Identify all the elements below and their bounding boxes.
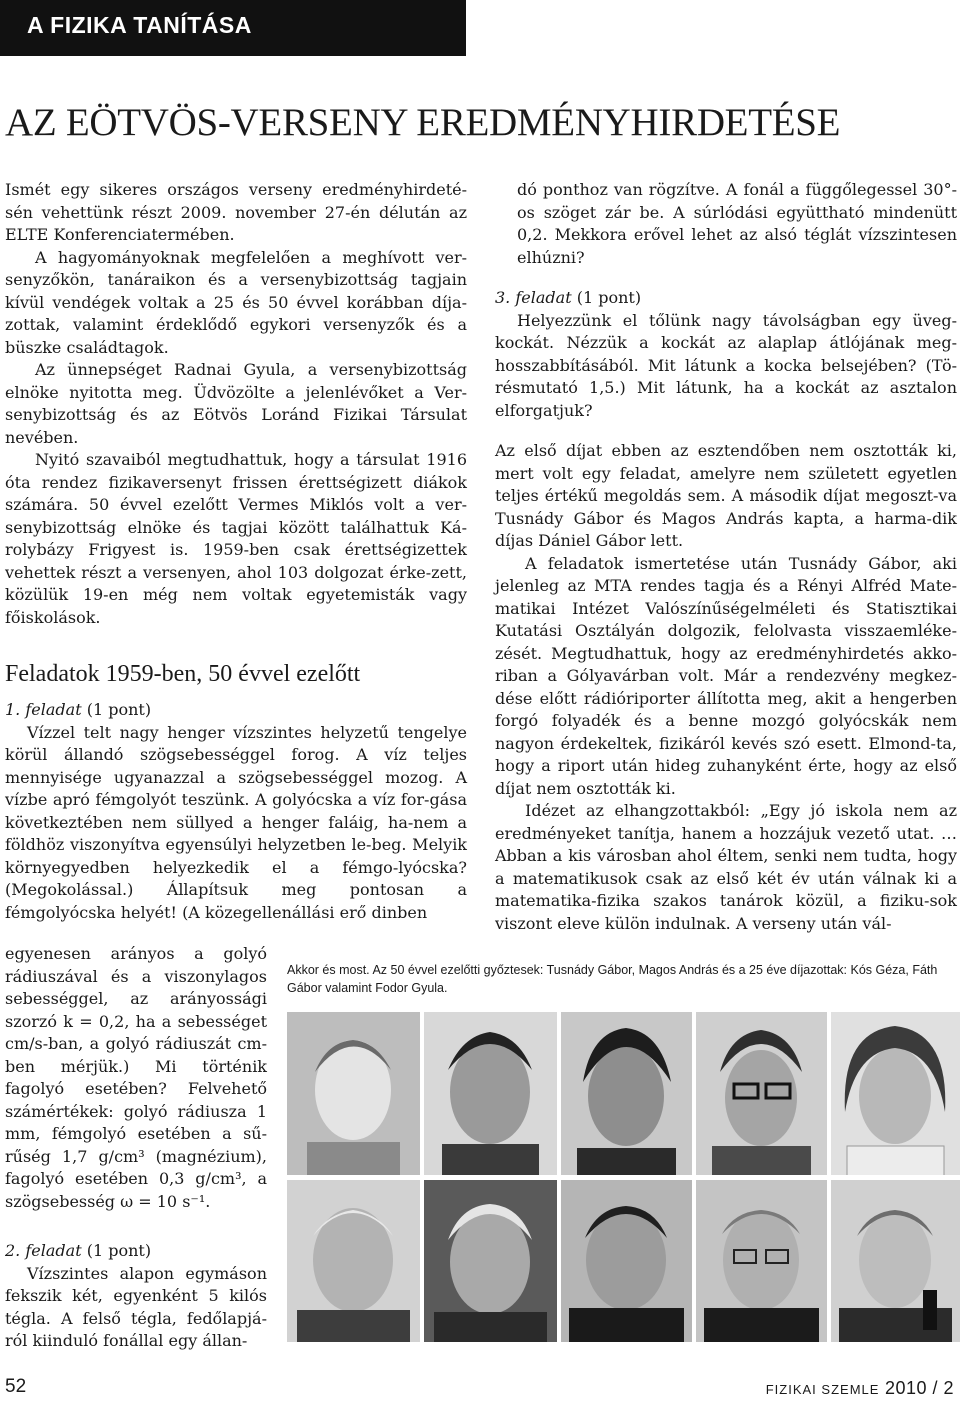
task-2-text-continued: dó ponthoz van rögzítve. A fonál a függőlegessel 30°-os szöget zár be. A súrlódási együttható mindenütt 0,2. Mekkora erővel lehet az alsó téglát vízszintesen elhúzni? (517, 180, 957, 267)
left-column (5, 179, 467, 924)
portrait-photo-now-2 (424, 1180, 557, 1342)
section-heading: Feladatok 1959-ben, 50 évvel ezelőtt (5, 661, 361, 687)
section-label: A FIZIKA TANÍTÁSA (27, 12, 252, 38)
article-title: AZ EÖTVÖS-VERSENY EREDMÉNYHIRDETÉSE (5, 101, 841, 144)
portrait-photo-then-1 (287, 1012, 420, 1175)
task-1-number: 1. (5, 700, 21, 719)
intro-paragraph-4: Nyitó szavaiból megtudhattuk, hogy a társulat 1916 óta rendez fizikaversenyt frissen érettségizett diákok számára. 50 évvel ezelőtt Vermes Miklós volt a ver-senybizottság elnöke és tagjai között találhattuk Ká-rolybázy Frigyest is. 1959-ben csak érettségizettek vehettek részt a versenyen, ahol 103 dolgozat érke-zett, közülük 19-en még nem voltak egyetemisták vagy főiskolások. (5, 450, 467, 627)
journal-issue: 2010 / 2 (884, 1378, 954, 1398)
intro-paragraph-2: A hagyományoknak megfelelően a meghívott ver-senyzőkön, tanáraikon és a versenybizottság tagjain kívül vendégek voltak a 25 és 50 évvel korábban díja-zottak, valamint érdeklődő egykori versenyzők és a büszke családtagok. (5, 247, 467, 357)
left-column-narrow (5, 943, 267, 1213)
task-1-heading (5, 699, 467, 722)
task-2-label: feladat (25, 1241, 82, 1260)
section-header-bar (0, 0, 466, 56)
journal-footer (766, 1378, 954, 1399)
portrait-photo-now-5 (831, 1180, 960, 1342)
results-paragraph: Az első díjat ebben az esztendőben nem osztották ki, mert volt egy feladat, amelyre nem született egyetlen teljes értékű megoldás sem. A második díjat megoszt-va Tusnády Gábor és Magos András kapta, a harma-dik díjas Dániel Gábor lett. (495, 441, 957, 550)
photo-grid (287, 1012, 960, 1342)
right-column (495, 179, 957, 935)
task-2-number: 2. (5, 1241, 21, 1260)
quote-paragraph: Idézet az elhangzottakból: „Egy jó iskola nem az eredményeket tanítja, hanem a hozzájuk vezető utat. … Abban a kis városban ahol éltem, senki nem tudta, hogy a matematikusok csak az első két év után válnak ki a matematika-fizika szakos tanárok közül, a fiziku-sok viszont eleve külön indulnak. A verseny után vál- (495, 801, 957, 933)
task-1-points: (1 pont) (86, 700, 152, 719)
task-1-label: feladat (25, 700, 82, 719)
portrait-photo-then-3 (561, 1012, 692, 1175)
task-3-text: Helyezzünk el tőlünk nagy távolságban egy üveg-kockát. Nézzük a kockát az alaplap átlójának meg-hosszabbításából. Mit látunk a kocka belsejében? (Tö-résmutató 1,5.) Mit látunk, ha a kockát az asztalon elforgatjuk? (495, 310, 957, 420)
task-3-points: (1 pont) (576, 288, 642, 307)
left-column-bottom (5, 1240, 267, 1353)
page-number: 52 (5, 1376, 27, 1397)
portrait-photo-then-4 (696, 1012, 827, 1175)
portrait-photo-now-4 (696, 1180, 827, 1342)
recollection-paragraph: A feladatok ismertetése után Tusnády Gábor, aki jelenleg az MTA rendes tagja és a Rényi Alfréd Mate-matikai Intézet Valószínűségelméleti és Statisztikai Kutatási Osztályán dolgozik, felolvasta visszaemléke-zését. Megtudhattuk, hogy az eredményhirdetés akko-riban a Gólyavárban volt. Már a rendezvény megkez-dése előtt rádióriporter állította meg, akit a hengerben forgó folyadék és a benne mozgó golyócskák nem nagyon érdekeltek, fizikáról kevés szó esett. Elmond-ta, hogy a riport után hideg zuhanyként érte, hogy az első díjat nem osztották ki. (495, 553, 957, 798)
portrait-photo-now-3 (561, 1180, 692, 1342)
journal-name: FIZIKAI SZEMLE (765, 1382, 880, 1397)
task-3-label: feladat (515, 288, 572, 307)
task-3-heading (495, 287, 957, 310)
portrait-photo-then-5 (831, 1012, 960, 1175)
task-3-number: 3. (495, 288, 511, 307)
portrait-photo-then-2 (424, 1012, 557, 1175)
task-2-heading (5, 1240, 267, 1263)
intro-paragraph-1: Ismét egy sikeres országos verseny eredményhirdeté-sén vehettünk részt 2009. november 27-én délután az ELTE Konferenciatermében. (5, 180, 467, 244)
intro-paragraph-3: Az ünnepséget Radnai Gyula, a versenybizottság elnöke nyitotta meg. Üdvözölte a jelenlévőket a Ver-senybizottság és az Eötvös Loránd Fizikai Társulat nevében. (5, 360, 467, 447)
task-2-text: Vízszintes alapon egymáson fekszik két, egyenként 5 kilós tégla. A felső tégla, fedőlapjá-ról kiinduló fonállal egy állan- (5, 1263, 267, 1350)
task-1-text: Vízzel telt nagy henger vízszintes helyzetű tengelye körül állandó szögsebességgel forog. A víz teljes mennyisége ugyanazzal a szögsebességgel mozog. A vízbe apró fémgolyót teszünk. A golyócska a víz for-gása következtében nem süllyed a henger faláig, ha-nem a földhöz viszonyítva egyensúlyi helyzetben le-beg. Melyik környegyedben helyezkedik el a fémgo-lyócska? (Megokolással.) Állapítsuk meg pontosan a fémgolyócska helyét! (A közegellenállási erő dinben (5, 722, 467, 922)
portrait-photo-now-1 (287, 1180, 420, 1342)
task-2-points: (1 pont) (86, 1241, 152, 1260)
photo-caption: Akkor és most. Az 50 évvel ezelőtti győztesek: Tusnády Gábor, Magos András és a 25 éve díjazottak: Kós Géza, Fáth Gábor valamint Fodor Gyula. (287, 963, 938, 995)
task-1-text-continued: egyenesen arányos a golyó rádiuszával és a viszonylagos sebességgel, az arányossági szorzó k = 0,2, ha a sebességet cm/s-ban, a golyó rádiuszát cm-ben mérjük.) Mi történik fagolyó esetében? Felvehető számértékek: golyó rádiusza 1 mm, fémgolyó esetében a sű-rűség 1,7 g/cm³ (magnézium), fagolyó esetében 0,3 g/cm³, a szögsebesség ω = 10 s⁻¹. (5, 944, 267, 1211)
